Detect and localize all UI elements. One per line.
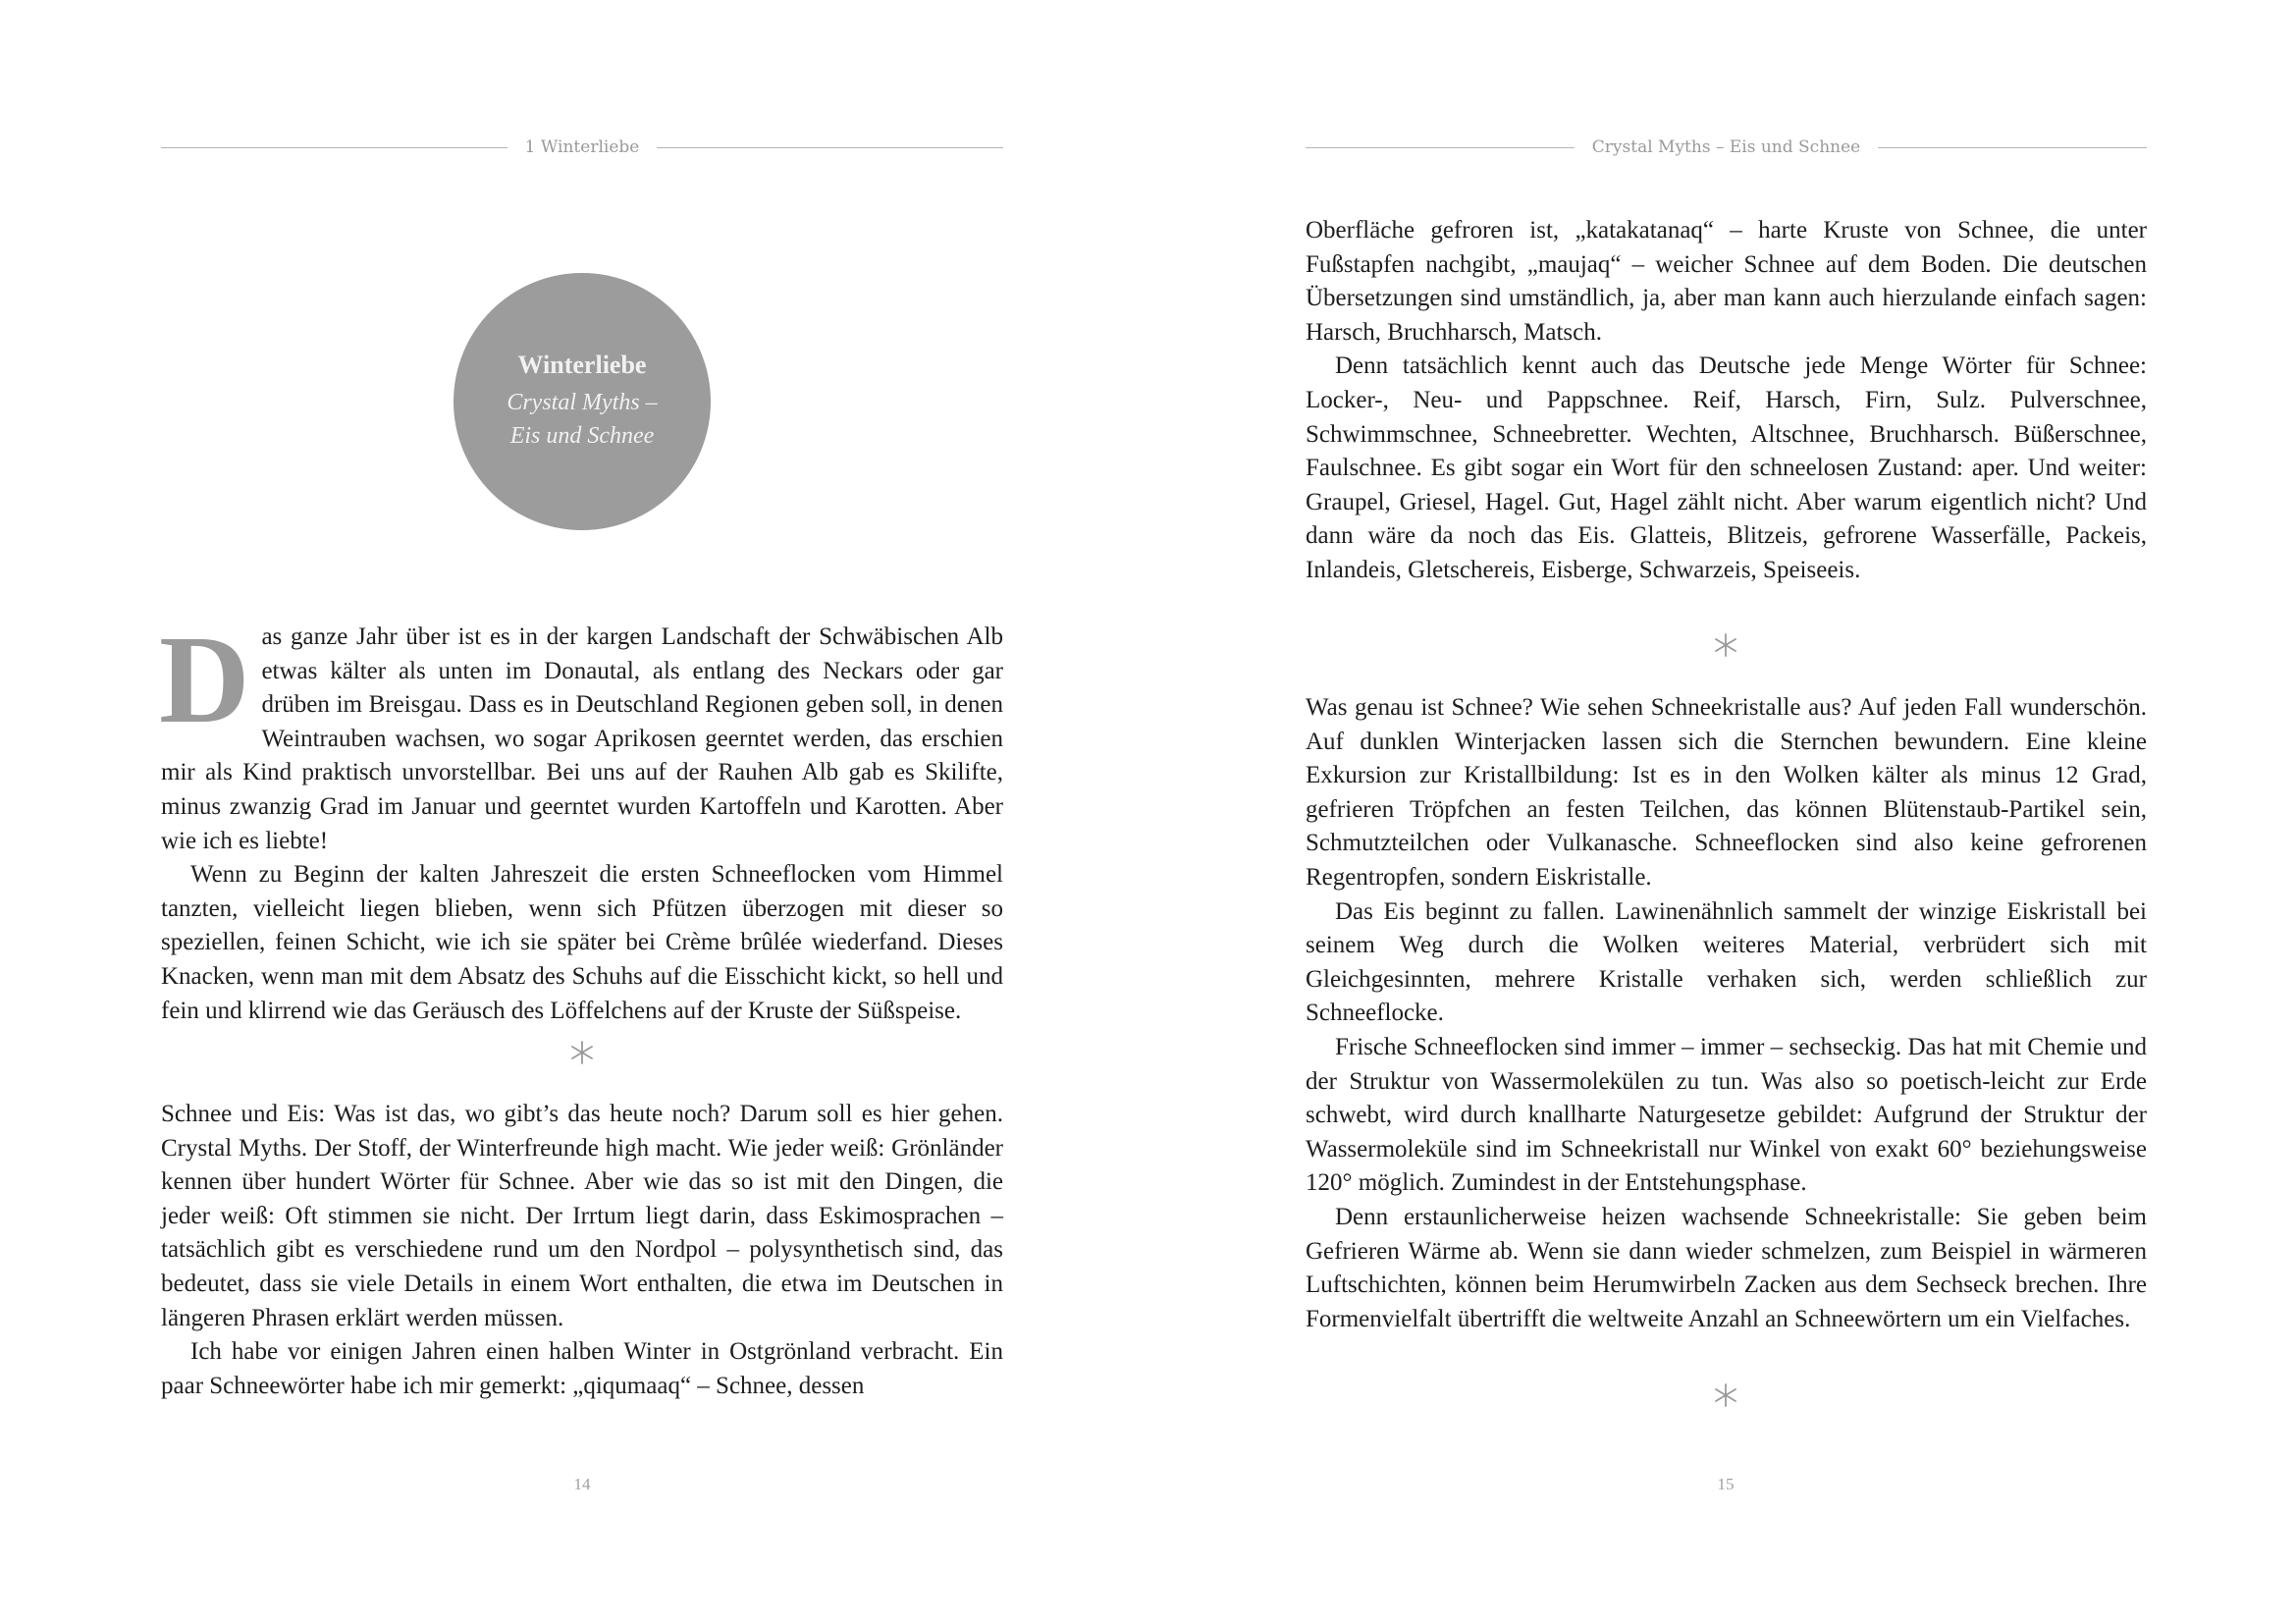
chapter-badge [454,273,711,530]
left-section-2 [161,1098,1003,1403]
snowflake-asterisk-icon [1706,625,1745,665]
header-rule [1306,147,1575,148]
running-head-right [1306,135,2147,159]
snowflake-asterisk-icon [1706,1376,1745,1415]
running-head-left [161,135,1003,159]
paragraph: Wenn zu Beginn der kalten Jahreszeit die ersten Schneeflocken vom Himmel tanzten, vielleicht liegen blieben, wenn sich Pfützen überzogen mit dieser so speziellen, feinen Schicht, wie ich sie später bei Crème brûlée wiederfand. Dieses Knacken, wenn man mit dem Absatz des Schuhs auf die Eisschicht kickt, so hell und fein und klirrend wie das Geräusch des Löffelchens auf der Kruste der Süßspeise. [161,861,1003,1024]
paragraph-text: as ganze Jahr über ist es in der kargen Landschaft der Schwäbischen Alb etwas kälter als unten im Donautal, als entlang des Neckars oder gar drüben im Breisgau. Dass es in Deutschland Regionen geben soll, in denen Weintrauben wachsen, wo sogar Aprikosen geerntet werden, das erschien mir als Kind praktisch unvorstellbar. Bei uns auf der Rauhen Alb gab es Skilifte, minus zwanzig Grad im Januar und geerntet wurden Kartoffeln und Karotten. Aber wie ich es liebte! [161,623,1003,854]
page-number: 14 [573,1475,591,1493]
running-head-title: 1 Winterliebe [524,137,640,157]
paragraph: Ich habe vor einigen Jahren einen halben Winter in Ostgrönland verbracht. Ein paar Schneewörter habe ich mir gemerkt: „qiqumaaq“ – Schnee, dessen [161,1338,1003,1399]
header-rule [161,147,507,148]
header-rule [657,147,1003,148]
right-page [1148,0,2296,1623]
snowflake-asterisk-icon [562,1033,602,1072]
right-section-2 [1306,691,2147,1336]
paragraph: Denn erstaunlicherweise heizen wachsende Schneekristalle: Sie geben beim Gefrieren Wärme ab. Wenn sie dann wieder schmelzen, zum Beispiel in wärmeren Luftschichten, können beim Herumwirbeln Zacken aus dem Sechseck brechen. Ihre Formenvielfalt übertrifft die weltweite Anzahl an Schneewörtern um ein Vielfaches. [1306,1203,2147,1332]
running-head-title: Crystal Myths – Eis und Schnee [1591,137,1861,157]
paragraph: Schnee und Eis: Was ist das, wo gibt’s das heute noch? Darum soll es hier gehen. Crystal Myths. Der Stoff, der Winterfreunde high macht. Wie jeder weiß: Grönländer kennen über hundert Wörter für Schnee. Aber wie das so ist mit den Dingen, die jeder weiß: Oft stimmen sie nicht. Der Irrtum liegt darin, dass Eskimosprachen – tatsächlich gibt es verschiedene rund um den Nordpol – polysynthetisch sind, das bedeutet, dass sie viele Details in einem Wort enthalten, die etwa im Deutschen in längeren Phrasen erklärt werden müssen. [161,1101,1003,1331]
right-section-1 [1306,214,2147,588]
paragraph: Das Eis beginnt zu fallen. Lawinenähnlich sammelt der winzige Eiskristall bei seinem Weg durch die Wolken weiteres Material, verbrüdert sich mit Gleichgesinnten, mehrere Kristalle verhaken sich, werden schließlich zur Schneeflocke. [1306,897,2147,1027]
page-number: 15 [1717,1475,1735,1493]
header-rule [1878,147,2147,148]
chapter-subtitle-line2: Eis und Schnee [509,423,655,449]
chapter-title: Winterliebe [517,351,647,379]
paragraph: Was genau ist Schnee? Wie sehen Schneekristalle aus? Auf jeden Fall wunderschön. Auf dunklen Winterjacken lassen sich die Sternchen bewundern. Eine kleine Exkursion zur Kristallbildung: Ist es in den Wolken kälter als minus 12 Grad, gefrieren Tröpfchen an festen Teilchen, das können Blütenstaub-Partikel sein, Schmutzteilchen oder Vulkanasche. Schneeflocken sind also keine gefrorenen Regentropfen, sondern Eiskristalle. [1306,694,2147,891]
paragraph: Oberfläche gefroren ist, „katakatanaq“ – harte Kruste von Schnee, die unter Fußstapfen nachgibt, „maujaq“ – weicher Schnee auf dem Boden. Die deutschen Übersetzungen sind umständlich, ja, aber man kann auch hierzulande einfach sagen: Harsch, Bruchharsch, Matsch. [1306,217,2147,346]
paragraph: Denn tatsächlich kennt auch das Deutsche jede Menge Wörter für Schnee: Locker-, Neu- und Pappschnee. Reif, Harsch, Firn, Sulz. Pulverschnee, Schwimmschnee, Schneebretter. Wechten, Altschnee, Bruchharsch. Büßerschnee, Faulschnee. Es gibt sogar ein Wort für den schneelosen Zustand: aper. Und weiter: Graupel, Griesel, Hagel. Gut, Hagel zählt nicht. Aber warum eigentlich nicht? Und dann wäre da noch das Eis. Glatteis, Blitzeis, gefrorene Wasserfälle, Packeis, Inlandeis, Gletschereis, Eisberge, Schwarzeis, Speiseeis. [1306,352,2147,583]
paragraph: Frische Schneeflocken sind immer – immer – sechseckig. Das hat mit Chemie und der Struktur von Wassermolekülen zu tun. Was also so poetisch-leicht zur Erde schwebt, wird durch knallharte Naturgesetze gebildet: Aufgrund der Struktur der Wassermoleküle sind im Schneekristall nur Winkel von exakt 60° beziehungsweise 120° möglich. Zumindest in der Entstehungsphase. [1306,1033,2147,1197]
paragraph [159,610,1003,858]
drop-cap: D [159,610,250,749]
chapter-subtitle-line1: Crystal Myths – [507,390,658,415]
left-section-1 [159,610,1003,1028]
